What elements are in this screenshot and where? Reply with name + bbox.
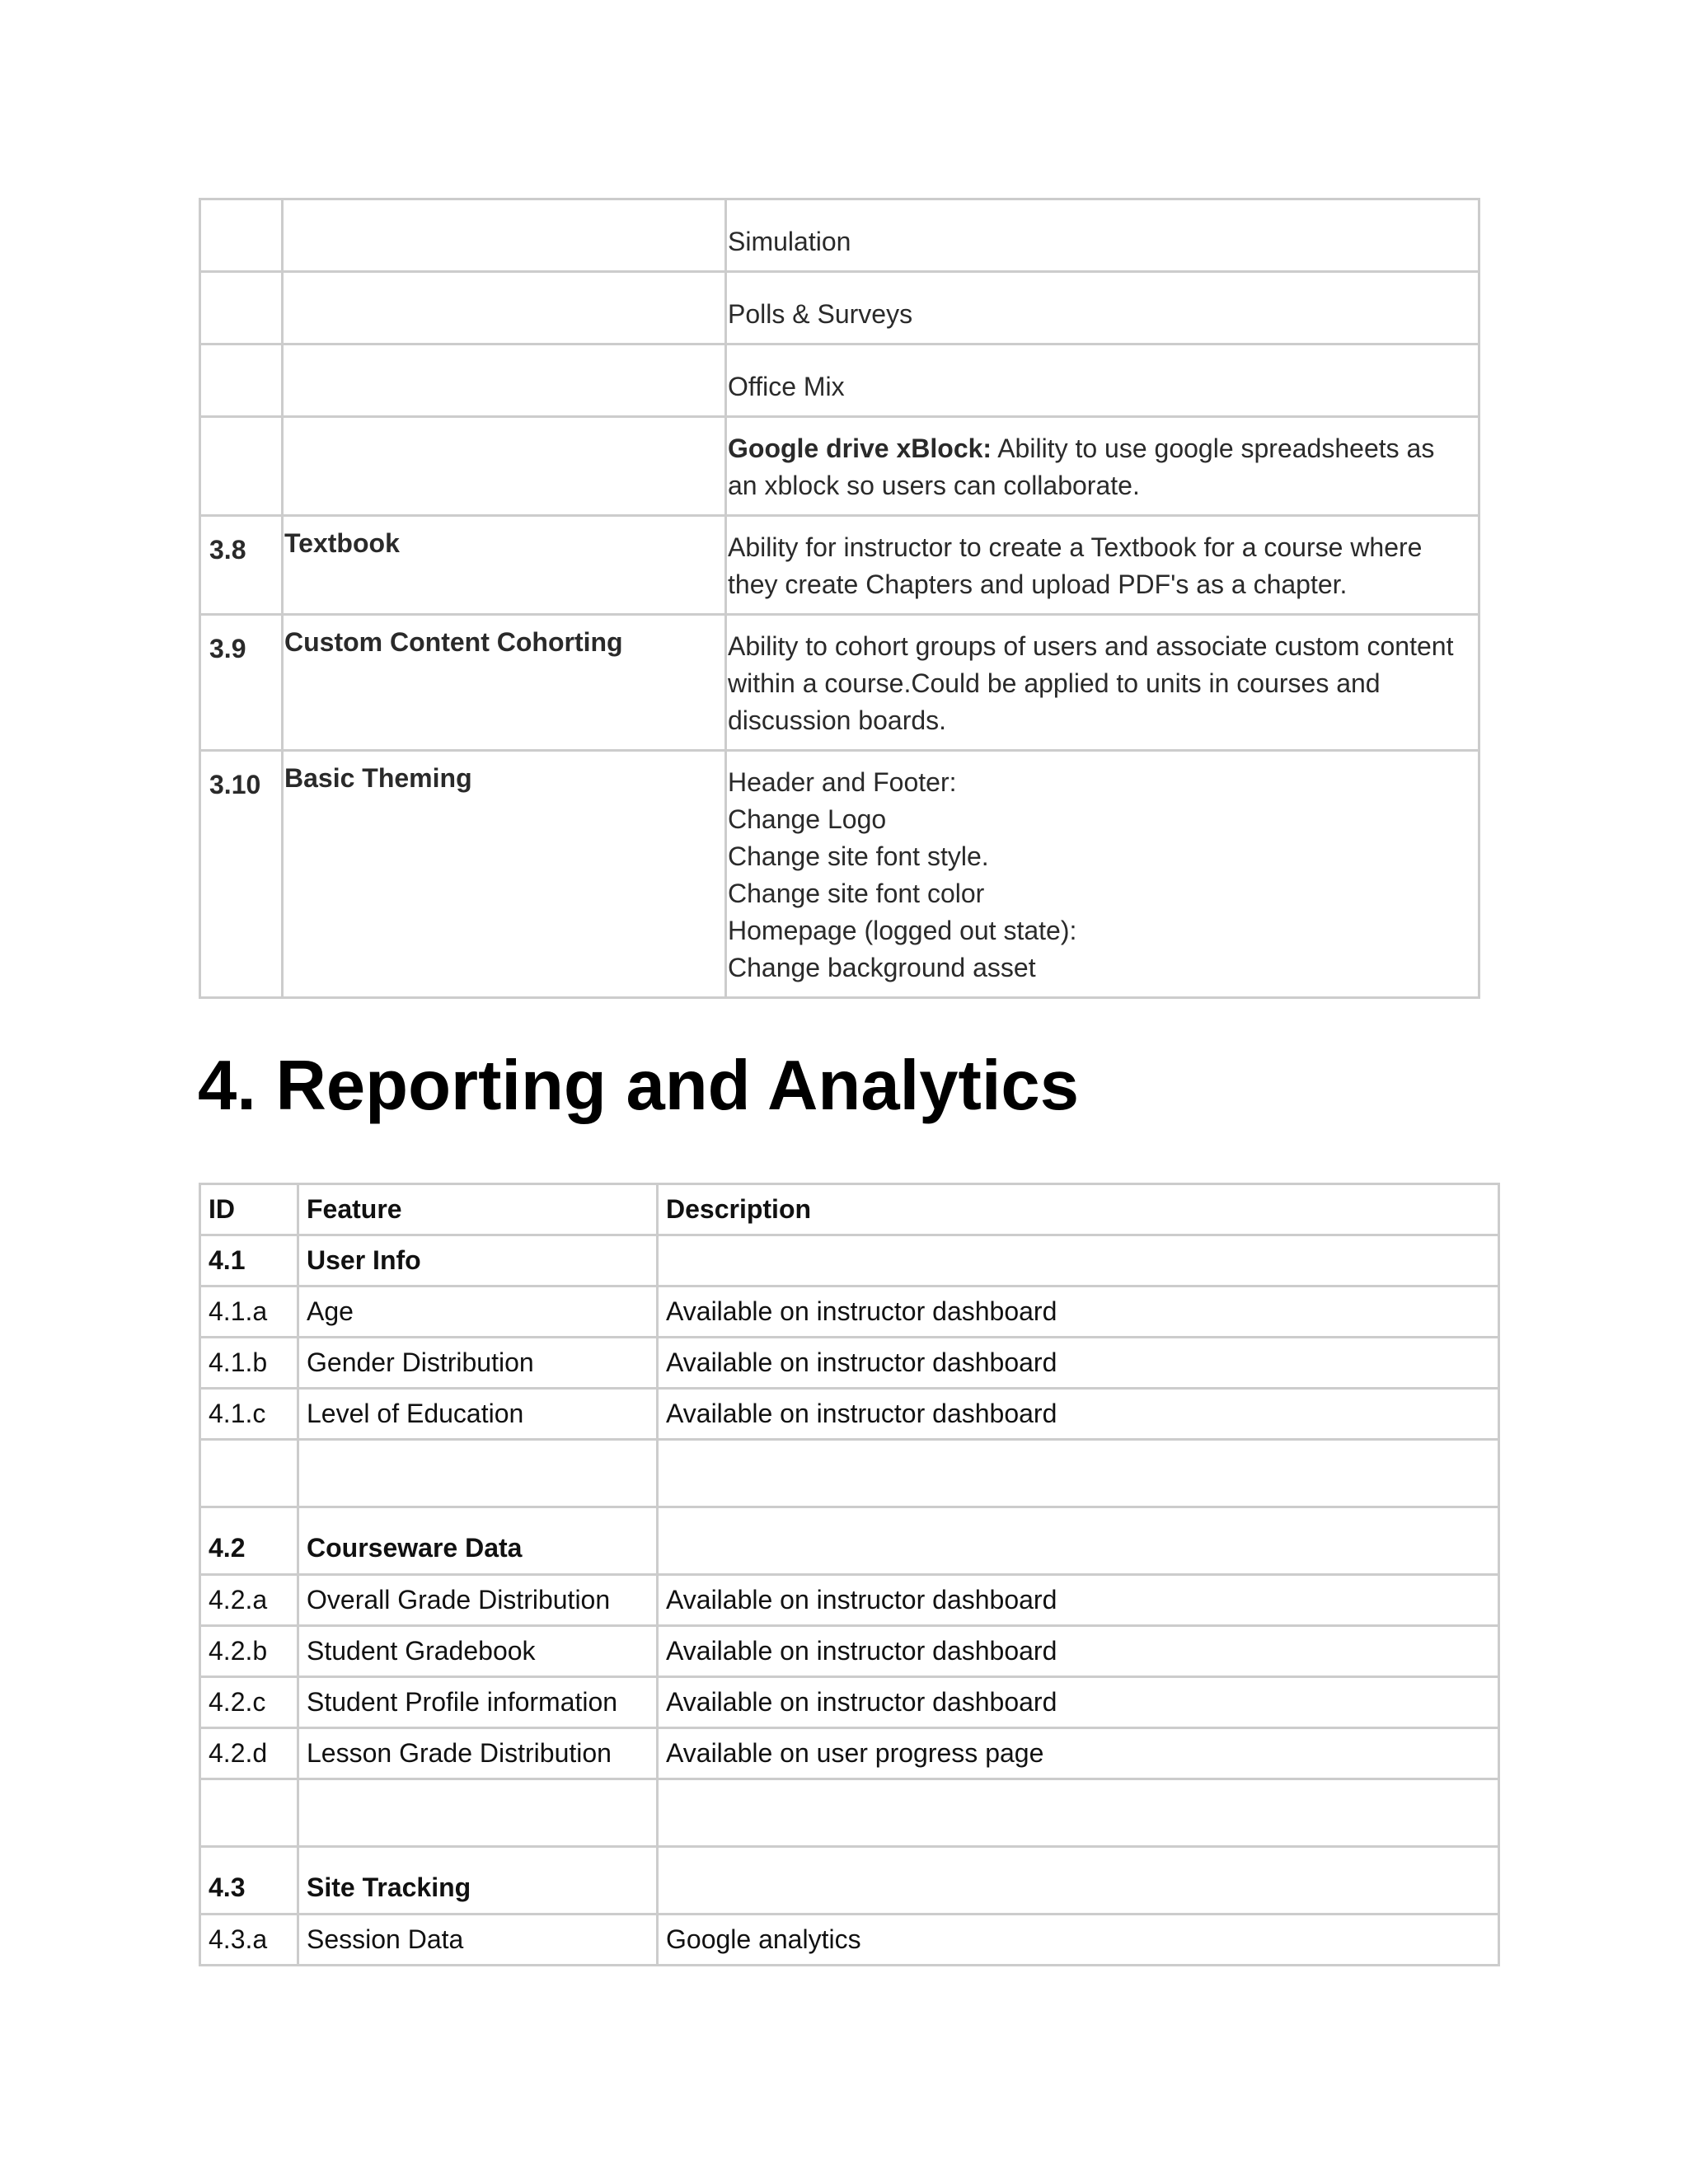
row-feature: Custom Content Cohorting bbox=[283, 615, 726, 751]
row-id: 3.8 bbox=[200, 516, 283, 615]
row-id: 4.2.b bbox=[200, 1626, 298, 1677]
row-feature: Lesson Grade Distribution bbox=[298, 1728, 658, 1779]
row-description: Available on instructor dashboard bbox=[658, 1338, 1499, 1389]
description-line: Homepage (logged out state): bbox=[728, 916, 1077, 945]
table-row bbox=[200, 1728, 1499, 1779]
description-line: Simulation bbox=[728, 227, 851, 256]
row-id: 4.2.a bbox=[200, 1575, 298, 1626]
row-id: 3.9 bbox=[200, 615, 283, 751]
row-description bbox=[726, 615, 1479, 751]
table-row bbox=[200, 344, 1479, 417]
table-row bbox=[200, 1626, 1499, 1677]
row-id: 4.1.a bbox=[200, 1286, 298, 1338]
row-description bbox=[726, 272, 1479, 344]
header-id: ID bbox=[200, 1184, 298, 1235]
table-row-empty bbox=[200, 1440, 1499, 1507]
table-row bbox=[200, 1338, 1499, 1389]
table-row bbox=[200, 751, 1479, 998]
table-header-row bbox=[200, 1184, 1499, 1235]
row-feature: Age bbox=[298, 1286, 658, 1338]
description-line: Change site font style. bbox=[728, 841, 989, 871]
description-line: Change background asset bbox=[728, 953, 1036, 982]
description-line: Change site font color bbox=[728, 879, 985, 908]
section-heading: 4. Reporting and Analytics bbox=[198, 1047, 1079, 1125]
description-line: Ability to cohort groups of users and associate custom content within a course.Could be applied to units in courses and discussion boards. bbox=[728, 631, 1454, 735]
description-line: Ability for instructor to create a Textbook for a course where they create Chapters and upload PDF's as a chapter. bbox=[728, 532, 1423, 599]
row-description bbox=[726, 344, 1479, 417]
table-row bbox=[200, 1575, 1499, 1626]
table-row bbox=[200, 1235, 1499, 1286]
row-description: Available on instructor dashboard bbox=[658, 1626, 1499, 1677]
row-feature bbox=[283, 199, 726, 272]
row-id bbox=[200, 272, 283, 344]
row-feature bbox=[298, 1440, 658, 1507]
row-description bbox=[658, 1235, 1499, 1286]
row-feature: Overall Grade Distribution bbox=[298, 1575, 658, 1626]
row-id bbox=[200, 1440, 298, 1507]
row-id bbox=[200, 199, 283, 272]
table-row bbox=[200, 1847, 1499, 1915]
row-feature: Student Profile information bbox=[298, 1677, 658, 1728]
row-id bbox=[200, 1779, 298, 1847]
row-description bbox=[658, 1507, 1499, 1575]
row-feature: Level of Education bbox=[298, 1389, 658, 1440]
row-id: 4.1.b bbox=[200, 1338, 298, 1389]
description-line: Header and Footer: bbox=[728, 767, 957, 797]
table-row bbox=[200, 199, 1479, 272]
header-feature: Feature bbox=[298, 1184, 658, 1235]
header-description: Description bbox=[658, 1184, 1499, 1235]
row-description bbox=[658, 1440, 1499, 1507]
row-id: 4.2.d bbox=[200, 1728, 298, 1779]
row-feature: Session Data bbox=[298, 1915, 658, 1966]
row-id: 4.2 bbox=[200, 1507, 298, 1575]
row-feature bbox=[283, 417, 726, 516]
table-row bbox=[200, 516, 1479, 615]
row-feature: Site Tracking bbox=[298, 1847, 658, 1915]
row-id: 3.10 bbox=[200, 751, 283, 998]
table-row bbox=[200, 1915, 1499, 1966]
row-description: Available on instructor dashboard bbox=[658, 1575, 1499, 1626]
description-bold-lead: Google drive xBlock: bbox=[728, 434, 992, 463]
row-feature: Student Gradebook bbox=[298, 1626, 658, 1677]
description-text: Ability to use google spreadsheets as an xblock so users can collaborate. bbox=[728, 434, 1435, 500]
row-description bbox=[726, 199, 1479, 272]
row-feature: User Info bbox=[298, 1235, 658, 1286]
description-line: Change Logo bbox=[728, 804, 887, 834]
table-row bbox=[200, 615, 1479, 751]
row-description bbox=[726, 751, 1479, 998]
table-row bbox=[200, 1389, 1499, 1440]
row-id bbox=[200, 344, 283, 417]
row-description: Available on instructor dashboard bbox=[658, 1677, 1499, 1728]
row-feature: Textbook bbox=[283, 516, 726, 615]
table-row bbox=[200, 1507, 1499, 1575]
row-id bbox=[200, 417, 283, 516]
row-feature bbox=[283, 272, 726, 344]
row-description: Available on instructor dashboard bbox=[658, 1286, 1499, 1338]
row-description: Available on instructor dashboard bbox=[658, 1389, 1499, 1440]
table-row bbox=[200, 272, 1479, 344]
table-row bbox=[200, 1677, 1499, 1728]
row-feature: Gender Distribution bbox=[298, 1338, 658, 1389]
row-description bbox=[726, 516, 1479, 615]
table-row bbox=[200, 1286, 1499, 1338]
row-description bbox=[658, 1847, 1499, 1915]
row-feature bbox=[283, 344, 726, 417]
row-description: Google analytics bbox=[658, 1915, 1499, 1966]
row-id: 4.1.c bbox=[200, 1389, 298, 1440]
row-feature bbox=[298, 1779, 658, 1847]
row-feature: Basic Theming bbox=[283, 751, 726, 998]
row-description bbox=[658, 1779, 1499, 1847]
reporting-analytics-table bbox=[199, 1183, 1500, 1966]
description-line: Office Mix bbox=[728, 372, 845, 401]
description-line: Polls & Surveys bbox=[728, 299, 913, 329]
row-id: 4.1 bbox=[200, 1235, 298, 1286]
row-id: 4.3 bbox=[200, 1847, 298, 1915]
row-description bbox=[726, 417, 1479, 516]
row-id: 4.3.a bbox=[200, 1915, 298, 1966]
row-feature: Courseware Data bbox=[298, 1507, 658, 1575]
features-table-section-3 bbox=[199, 198, 1480, 999]
table-row-empty bbox=[200, 1779, 1499, 1847]
row-description: Available on user progress page bbox=[658, 1728, 1499, 1779]
table-row bbox=[200, 417, 1479, 516]
row-id: 4.2.c bbox=[200, 1677, 298, 1728]
